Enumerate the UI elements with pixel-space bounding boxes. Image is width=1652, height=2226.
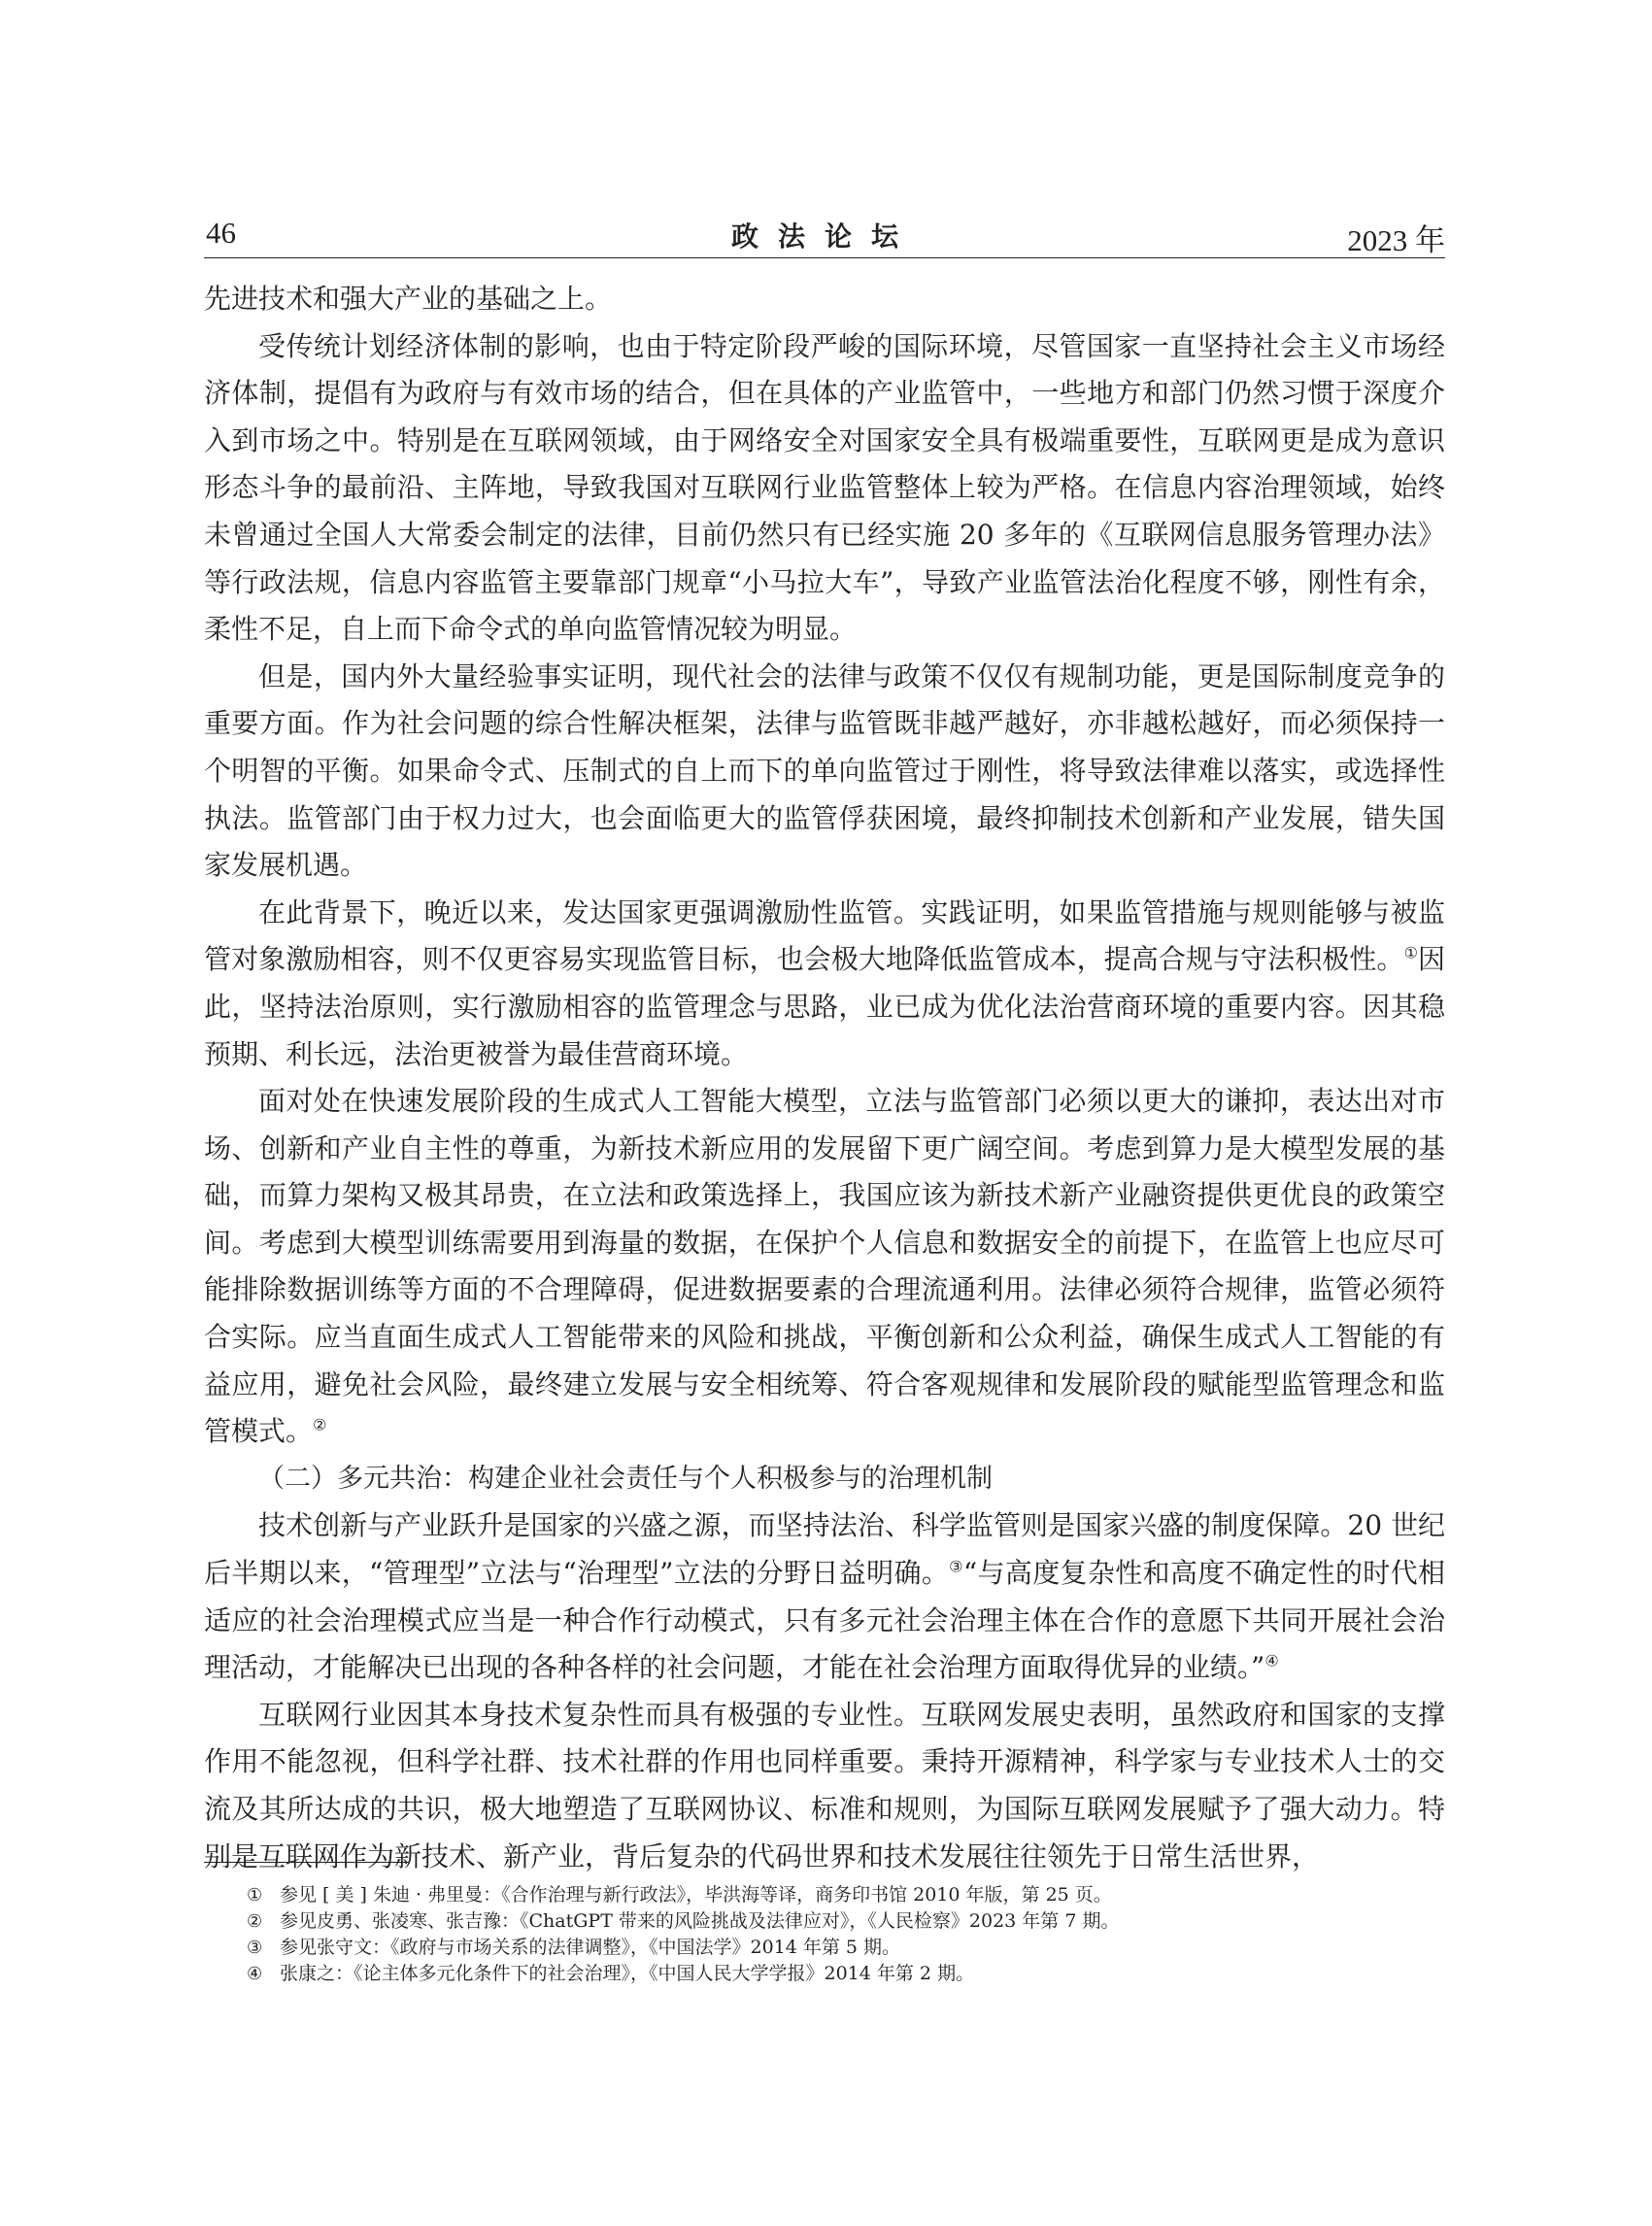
body-text bbox=[204, 276, 1445, 1880]
footnote-4: ④ 张康之：《论主体多元化条件下的社会治理》，《中国人民大学学报》2014 年第 2 期。 bbox=[247, 1963, 975, 1984]
footnote-rule bbox=[204, 1862, 410, 1863]
paragraph-2: 受传统计划经济体制的影响，也由于特定阶段严峻的国际环境，尽管国家一直坚持社会主义市场经济体制，提倡有为政府与有效市场的结合，但在具体的产业监管中，一些地方和部门仍然习惯于深度介入到市场之中。特别是在互联网领域，由于网络安全对国家安全具有极端重要性，互联网更是成为意识形态斗争的最前沿、主阵地，导致我国对互联网行业监管整体上较为严格。在信息内容治理领域，始终未曾通过全国人大常委会制定的法律，目前仍然只有已经实施 20 多年的《互联网信息服务管理办法》等行政法规，信息内容监管主要靠部门规章“小马拉大车”，导致产业监管法治化程度不够，刚性有余，柔性不足，自上而下命令式的单向监管情况较为明显。 bbox=[204, 329, 1445, 646]
page-number: 46 bbox=[206, 216, 236, 250]
section-subheading: （二）多元共治：构建企业社会责任与个人积极参与的治理机制 bbox=[258, 1463, 993, 1494]
footnotes bbox=[247, 1882, 1441, 1987]
footnote-2: ② 参见皮勇、张凌寒、张吉豫：《ChatGPT 带来的风险挑战及法律应对》，《人民检察》2023 年第 7 期。 bbox=[247, 1910, 1120, 1932]
paragraph-4: 在此背景下，晚近以来，发达国家更强调激励性监管。实践证明，如果监管措施与规则能够与被监管对象激励相容，则不仅更容易实现监管目标，也会极大地降低监管成本，提高合规与守法积极性。①因此，坚持法治原则，实行激励相容的监管理念与思路，业已成为优化法治营商环境的重要内容。因其稳预期、利长远，法治更被誉为最佳营商环境。 bbox=[204, 895, 1446, 1070]
footnote-3: ③ 参见张守文：《政府与市场关系的法律调整》，《中国法学》2014 年第 5 期。 bbox=[247, 1937, 901, 1958]
header-rule bbox=[204, 257, 1445, 258]
paragraph-5: 面对处在快速发展阶段的生成式人工智能大模型，立法与监管部门必须以更大的谦抑，表达出对市场、创新和产业自主性的尊重，为新技术新应用的发展留下更广阔空间。考虑到算力是大模型发展的基础，而算力架构又极其昂贵，在立法和政策选择上，我国应该为新技术新产业融资提供更优良的政策空间。考虑到大模型训练需要用到海量的数据，在保护个人信息和数据安全的前提下，在监管上也应尽可能排除数据训练等方面的不合理障碍，促进数据要素的合理流通利用。法律必须符合规律，监管必须符合实际。应当直面生成式人工智能带来的风险和挑战，平衡创新和公众利益，确保生成式人工智能的有益应用，避免社会风险，最终建立发展与安全相统筹、符合客观规律和发展阶段的赋能型监管理念和监管模式。② bbox=[204, 1085, 1445, 1448]
footnote-ref-3: ③ bbox=[949, 1557, 963, 1576]
paragraph-7: 互联网行业因其本身技术复杂性而具有极强的专业性。互联网发展史表明，虽然政府和国家的支撑作用不能忽视，但科学社群、技术社群的作用也同样重要。秉持开源精神，科学家与专业技术人士的交流及其所达成的共识，极大地塑造了互联网协议、标准和规则，为国际互联网发展赋予了强大动力。特别是互联网作为新技术、新产业，背后复杂的代码世界和技术发展往往领先于日常生活世界， bbox=[204, 1698, 1445, 1872]
header-year: 2023 年 bbox=[1347, 223, 1445, 257]
footnote-ref-2: ② bbox=[313, 1415, 327, 1434]
footnote-ref-1: ① bbox=[1403, 943, 1418, 962]
paragraph-6: 技术创新与产业跃升是国家的兴盛之源，而坚持法治、科学监管则是国家兴盛的制度保障。20 世纪后半期以来，“管理型”立法与“治理型”立法的分野日益明确。③“与高度复杂性和高度不确定性的时代相适应的社会治理模式应当是一种合作行动模式，只有多元社会治理主体在合作的意愿下共同开展社会治理活动，才能解决已出现的各种各样的社会问题，才能在社会治理方面取得优异的业绩。”④ bbox=[204, 1509, 1445, 1684]
running-header bbox=[204, 216, 1445, 260]
paragraph-1: 先进技术和强大产业的基础之上。 bbox=[204, 283, 613, 315]
footnote-1: ① 参见 [ 美 ] 朱迪 · 弗里曼：《合作治理与新行政法》，毕洪海等译，商务印书馆 2010 年版，第 25 页。 bbox=[247, 1884, 1112, 1906]
paragraph-3: 但是，国内外大量经验事实证明，现代社会的法律与政策不仅仅有规制功能，更是国际制度竞争的重要方面。作为社会问题的综合性解决框架，法律与监管既非越严越好，亦非越松越好，而必须保持一个明智的平衡。如果命令式、压制式的自上而下的单向监管过于刚性，将导致法律难以落实，或选择性执法。监管部门由于权力过大，也会面临更大的监管俘获困境，最终抑制技术创新和产业发展，错失国家发展机遇。 bbox=[204, 659, 1445, 882]
journal-title: 政法论坛 bbox=[730, 220, 918, 253]
footnote-ref-4: ④ bbox=[1264, 1651, 1279, 1670]
